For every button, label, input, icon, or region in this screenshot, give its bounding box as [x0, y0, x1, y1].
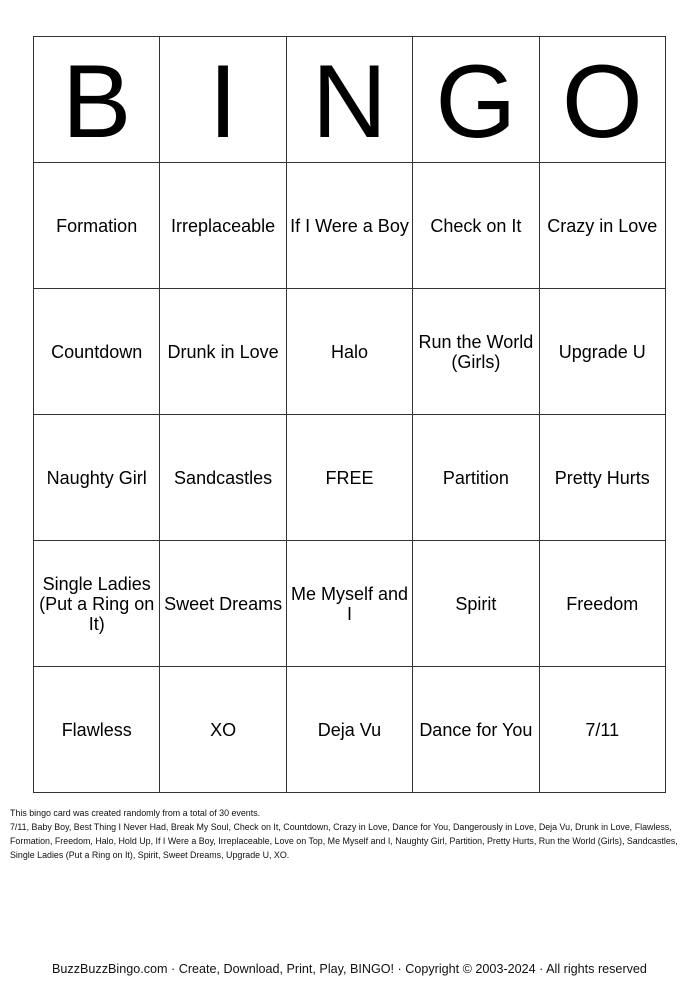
bingo-cell: Partition [413, 415, 539, 541]
card-row [34, 667, 666, 793]
bingo-cell: Flawless [34, 667, 160, 793]
header-letter-b: B [34, 37, 160, 163]
bingo-card [33, 36, 666, 793]
bingo-cell: Drunk in Love [160, 289, 286, 415]
bingo-cell: Pretty Hurts [539, 415, 665, 541]
bingo-cell: Upgrade U [539, 289, 665, 415]
header-letter-i: I [160, 37, 286, 163]
bingo-cell: Me Myself and I [286, 541, 412, 667]
footnote-event-list: 7/11, Baby Boy, Best Thing I Never Had, Break My Soul, Check on It, Countdown, Crazy in Love, Dance for You, Dangerously in Love, Deja Vu, Drunk in Love, Flawless, Formation, Freedom, Halo, Hold Up, If I Were a Boy, Irreplaceable, Love on Top, Me Myself and I, Naughty Girl, Partition, Pretty Hurts, Run the World (Girls), Sandcastles, Single Ladies (Put a Ring on It), Spirit, Sweet Dreams, Upgrade U, XO. [10, 822, 678, 860]
bingo-cell: Sandcastles [160, 415, 286, 541]
copyright-footer: BuzzBuzzBingo.com · Create, Download, Print, Play, BINGO! · Copyright © 2003-2024 · All rights reserved [52, 962, 647, 976]
card-row [34, 163, 666, 289]
card-row [34, 415, 666, 541]
bingo-cell: Sweet Dreams [160, 541, 286, 667]
header-letter-n: N [286, 37, 412, 163]
bingo-cell: Freedom [539, 541, 665, 667]
bingo-cell: 7/11 [539, 667, 665, 793]
bingo-cell: Single Ladies (Put a Ring on It) [34, 541, 160, 667]
bingo-cell: Irreplaceable [160, 163, 286, 289]
card-row [34, 289, 666, 415]
free-space-cell: FREE [286, 415, 412, 541]
bingo-cell: Halo [286, 289, 412, 415]
bingo-cell: Run the World (Girls) [413, 289, 539, 415]
bingo-cell: XO [160, 667, 286, 793]
card-row [34, 541, 666, 667]
header-letter-o: O [539, 37, 665, 163]
header-letter-g: G [413, 37, 539, 163]
bingo-cell: Spirit [413, 541, 539, 667]
bingo-cell: Check on It [413, 163, 539, 289]
bingo-cell: Naughty Girl [34, 415, 160, 541]
header-row [34, 37, 666, 163]
bingo-cell: Crazy in Love [539, 163, 665, 289]
bingo-cell: If I Were a Boy [286, 163, 412, 289]
footnote-intro: This bingo card was created randomly from a total of 30 events. [10, 808, 261, 818]
bingo-cell: Dance for You [413, 667, 539, 793]
event-list-footnote [10, 806, 680, 862]
bingo-cell: Countdown [34, 289, 160, 415]
bingo-cell: Formation [34, 163, 160, 289]
bingo-cell: Deja Vu [286, 667, 412, 793]
